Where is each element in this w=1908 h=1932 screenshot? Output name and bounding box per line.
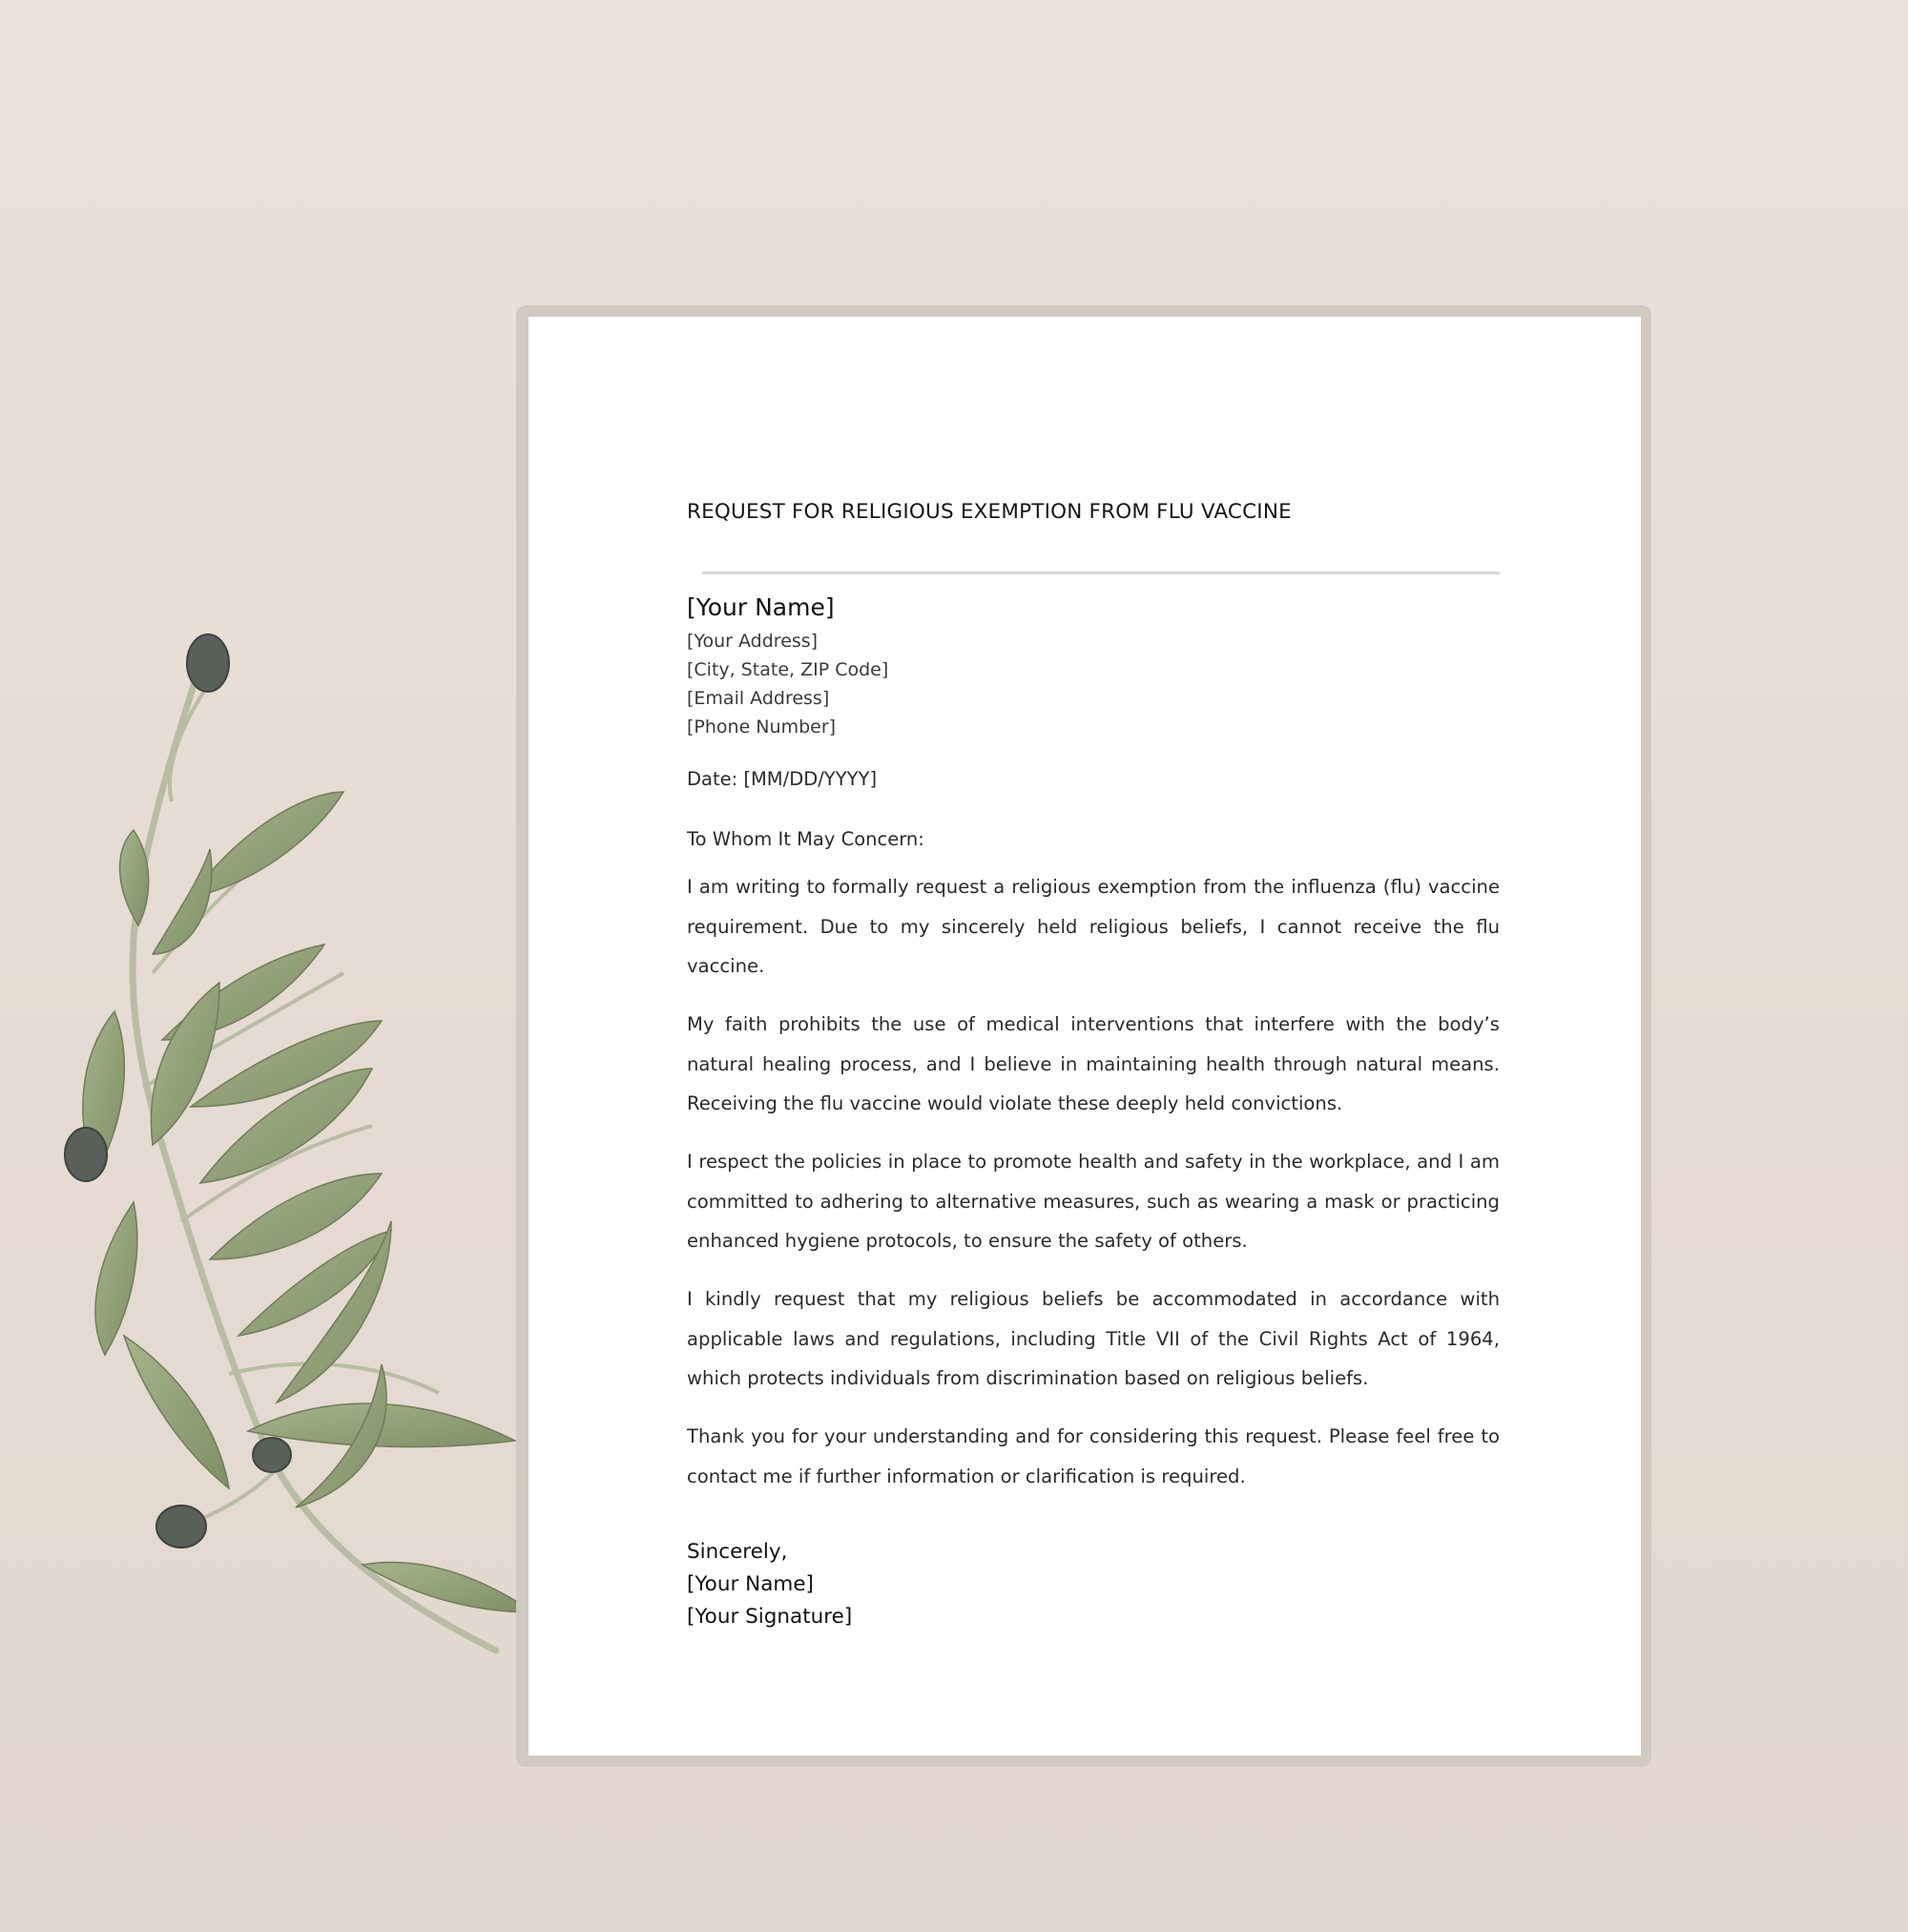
valediction: Sincerely, [687,1540,788,1565]
sender-name: [Your Name] [687,593,835,621]
sender-email: [Email Address] [687,688,830,709]
body-paragraph-1: I am writing to formally request a religious exemption from the influenza (flu) vaccine requirement. Due to my sincerely held religious beliefs, I cannot receive the flu vaccine. [687,876,1500,977]
body-paragraph-3: I respect the policies in place to promote health and safety in the workplace, and I am committed to adhering to alternative measures, such as wearing a mask or practicing enhanced hygiene protocols, to ensure the safety of others. [687,1151,1500,1253]
closing-name: [Your Name] [687,1572,814,1597]
letter-date: Date: [MM/DD/YYYY] [687,768,878,790]
sender-phone: [Phone Number] [687,717,837,737]
sender-city-state-zip: [City, State, ZIP Code] [687,659,889,680]
salutation: To Whom It May Concern: [687,828,924,850]
body-paragraph-2: My faith prohibits the use of medical interventions that interfere with the body’s natural healing process, and I believe in maintaining health through natural means. Receiving the flu vaccine would violate these deeply held convictions. [687,1013,1500,1115]
letter-title: REQUEST FOR RELIGIOUS EXEMPTION FROM FLU VACCINE [687,500,1292,524]
body-paragraph-5: Thank you for your understanding and for considering this request. Please feel free to contact me if further information or clarification is required. [687,1425,1500,1487]
sender-address-block [687,627,1500,741]
body-paragraph-4: I kindly request that my religious beliefs be accommodated in accordance with applicable laws and regulations, including Title VII of the Civil Rights Act of 1964, which protects individuals from discrimination based on religious beliefs. [687,1288,1500,1390]
letter-page [529,317,1641,1755]
letter-content [687,500,1500,1633]
closing-block [687,1536,1500,1633]
closing-signature: [Your Signature] [687,1605,853,1630]
olive-branch-decoration [38,611,572,1689]
sender-address: [Your Address] [687,631,819,652]
title-divider [702,571,1500,574]
